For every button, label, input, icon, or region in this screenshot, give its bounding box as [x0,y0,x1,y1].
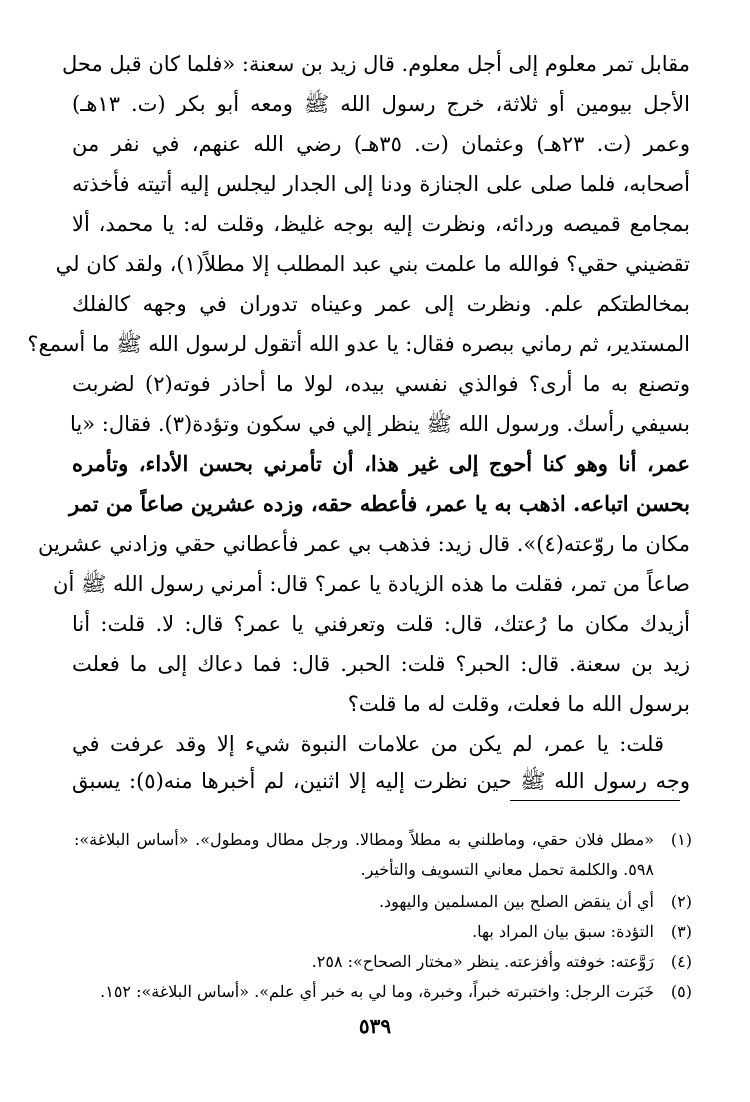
footnote [70,888,692,916]
footnote-separator [510,800,680,801]
body-line: الأجل بيومين أو ثلاثة، خرج رسول الله ﷺ ومعه أبو بكر (ت. ١٣هـ) [72,92,690,116]
footnote-continuation [70,856,692,884]
footnote-number: (٤) [670,952,692,971]
body-line: وجه رسول الله ﷺ حين نظرت إليه إلا اثنين، لم أخبرها منه(٥): يسبق [72,769,691,793]
footnote [70,948,692,976]
footnote-text: رَوَّعته: خوفته وأفزعته. ينظر «مختار الصحاح»: ٢٥٨. [311,952,654,971]
footnote-number: (٣) [670,922,692,941]
footnote-number: (٢) [670,892,692,911]
footnote [70,918,692,946]
body-line: مقابل تمر معلوم إلى أجل معلوم. قال زيد بن سعنة: «فلما كان قبل محل [62,52,690,76]
footnote-text: ٥٩٨. والكلمة تحمل معاني التسويف والتأخير. [360,860,654,879]
body-line-indented: قلت: يا عمر، لم يكن من علامات النبوة شيء إلا وقد عرفت في [72,732,664,756]
page-number: ٥٣٩ [358,1014,392,1038]
body-line: زيد بن سعنة. قال: الحبر؟ قلت: الحبر. قال: فما دعاك إلى ما فعلت [72,652,690,676]
body-line: برسول الله ما فعلت، وقلت له ما قلت؟ [347,692,690,716]
body-line: وتصنع به ما أرى؟ فوالذي نفسي بيده، لولا ما أحاذر فوته(٢) لضربت [72,372,690,396]
body-line: بسيفي رأسك. ورسول الله ﷺ ينظر إلي في سكون وتؤدة(٣). فقال: «يا [70,412,690,436]
body-line: وعمر (ت. ٢٣هـ) وعثمان (ت. ٣٥هـ) رضي الله عنهم، في نفر من [72,132,690,156]
body-line: صاعاً من تمر، فقلت ما هذه الزيادة يا عمر؟ قال: أمرني رسول الله ﷺ أن [53,572,690,596]
body-line: بمجامع قميصه وردائه، ونظرت إليه بوجه غليظ، وقلت له: يا محمد، ألا [72,212,690,236]
body-line-bold: عمر، أنا وهو كنا أحوج إلى غير هذا، أن تأمرني بحسن الأداء، وتأمره [72,451,690,476]
body-line-bold: بحسن اتباعه. اذهب به يا عمر، فأعطه حقه، وزده عشرين صاعاً من تمر [68,491,690,516]
footnote-number: (٥) [670,982,692,1001]
body-line: بمخالطتكم علم. ونظرت إلى عمر وعيناه تدوران في وجهه كالفلك [72,292,690,316]
footnote-text: «مطل فلان حقي، وماطلني به مطلاً ومطالا. ورجل مطال ومطول». «أساس البلاغة»: [74,830,654,849]
body-line: أصحابه، فلما صلى على الجنازة ودنا إلى الجدار ليجلس إليه أتيته فأخذته [72,172,690,196]
footnote-text: التؤدة: سبق بيان المراد بها. [472,922,654,941]
body-line: مكان ما روّعته(٤)». قال زيد: فذهب بي عمر فأعطاني حقي وزادني عشرين [37,532,690,556]
footnote-number: (١) [670,830,692,849]
footnote-text: خَبَرت الرجل: واختبرته خبراً، وخبرة، وما لي به خبر أي علم». «أساس البلاغة»: ١٥٢. [100,982,654,1001]
body-line: أزيدك مكان ما رُعتك، قال: قلت وتعرفني يا عمر؟ قال: لا. قلت: أنا [72,612,690,636]
footnote [70,826,692,854]
footnote-text: أي أن ينقض الصلح بين المسلمين واليهود. [378,892,654,911]
body-line: تقضيني حقي؟ فوالله ما علمت بني عبد المطلب إلا مطلاً(١)، ولقد كان لي [55,252,690,276]
footnote [70,978,692,1006]
body-line: المستدير، ثم رماني ببصره فقال: يا عدو الله أتقول لرسول الله ﷺ ما أسمع؟ [27,332,690,356]
